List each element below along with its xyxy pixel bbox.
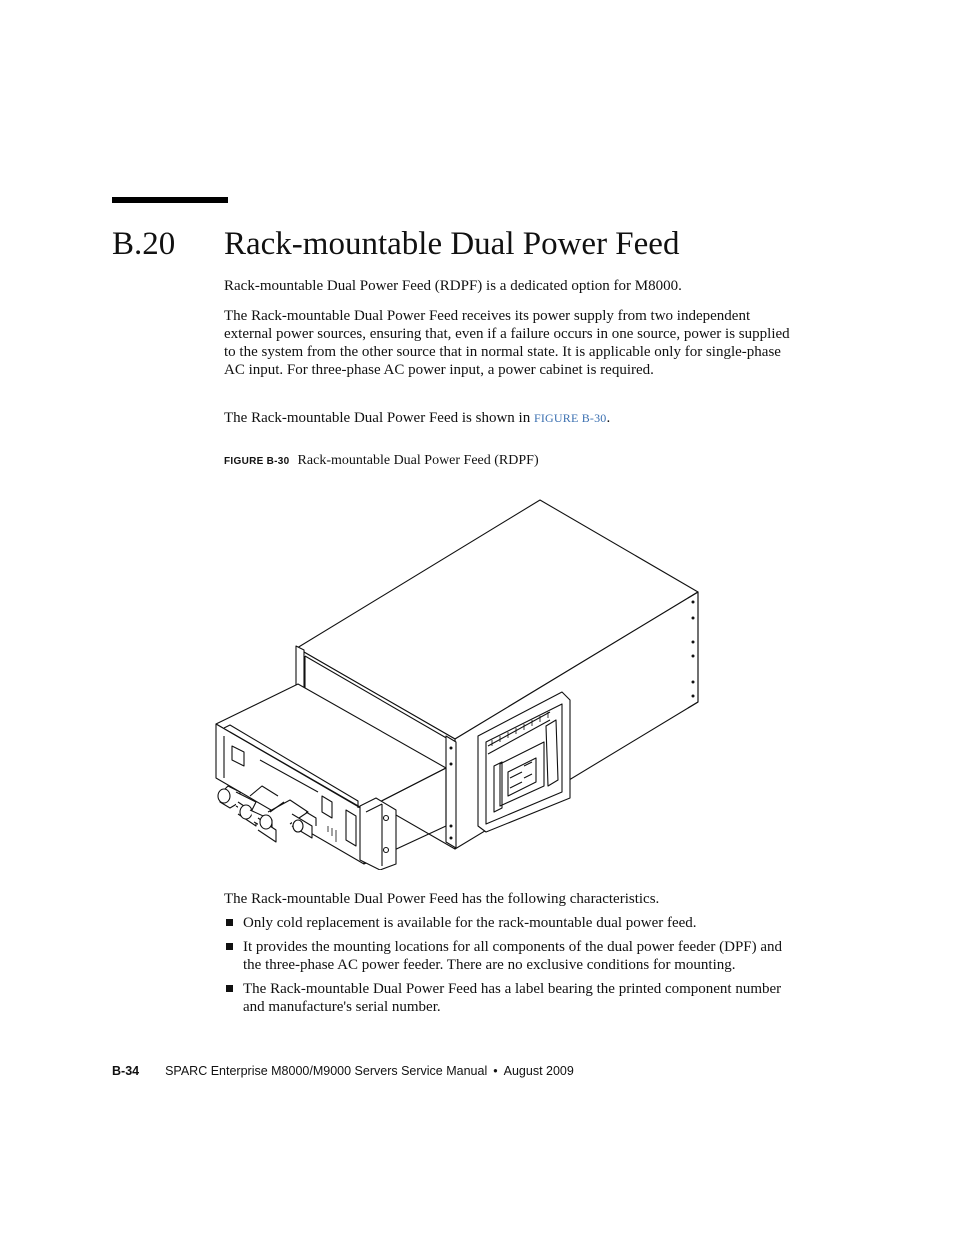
list-item-text: Only cold replacement is available for the rack-mountable dual power feed. bbox=[243, 915, 697, 931]
characteristics-paragraph bbox=[224, 890, 796, 908]
description-paragraph bbox=[224, 307, 796, 379]
list-item bbox=[224, 914, 796, 932]
bullet-square-icon bbox=[226, 985, 233, 992]
figure-reference-suffix: . bbox=[606, 410, 611, 426]
list-item-text: It provides the mounting locations for all components of the dual power feeder (DPF) and the three-phase AC power feeder. There are no exclusive conditions for mounting. bbox=[243, 939, 783, 973]
figure-label: FIGURE B-30 bbox=[224, 456, 290, 467]
page-number: B-34 bbox=[112, 1064, 140, 1078]
figure-reference-paragraph bbox=[224, 409, 796, 427]
figure-reference-prefix: The Rack-mountable Dual Power Feed is shown in bbox=[224, 410, 534, 426]
bullet-square-icon bbox=[226, 919, 233, 926]
characteristics-list bbox=[224, 914, 796, 1022]
list-item bbox=[224, 938, 796, 974]
publication-date: August 2009 bbox=[503, 1064, 574, 1078]
bullet-square-icon bbox=[226, 943, 233, 950]
page-footer bbox=[112, 1063, 574, 1079]
rdpf-illustration bbox=[210, 496, 702, 870]
list-item-text: The Rack-mountable Dual Power Feed has a label bearing the printed component number and manufacture's serial number. bbox=[243, 981, 782, 1015]
description-text: The Rack-mountable Dual Power Feed receives its power supply from two independent external power sources, ensuring that, even if a failure occurs in one source, power is supplied to the system from the other source that in normal state. It is applicable only for single-phase AC input. For three-phase AC power input, a power cabinet is required. bbox=[224, 308, 790, 378]
list-item bbox=[224, 980, 796, 1016]
figure-caption bbox=[224, 452, 539, 471]
section-number: B.20 bbox=[112, 226, 176, 262]
manual-title: SPARC Enterprise M8000/M9000 Servers Service Manual bbox=[165, 1064, 488, 1078]
figure-b30-link[interactable]: FIGURE B-30 bbox=[533, 411, 607, 425]
figure-caption-text: Rack-mountable Dual Power Feed (RDPF) bbox=[297, 453, 539, 468]
intro-text: Rack-mountable Dual Power Feed (RDPF) is a dedicated option for M8000. bbox=[224, 278, 682, 294]
footer-separator: • bbox=[493, 1064, 498, 1078]
characteristics-text: The Rack-mountable Dual Power Feed has the following characteristics. bbox=[224, 891, 660, 907]
section-title: Rack-mountable Dual Power Feed bbox=[224, 226, 680, 262]
section-rule bbox=[112, 197, 228, 203]
intro-paragraph bbox=[224, 277, 796, 295]
